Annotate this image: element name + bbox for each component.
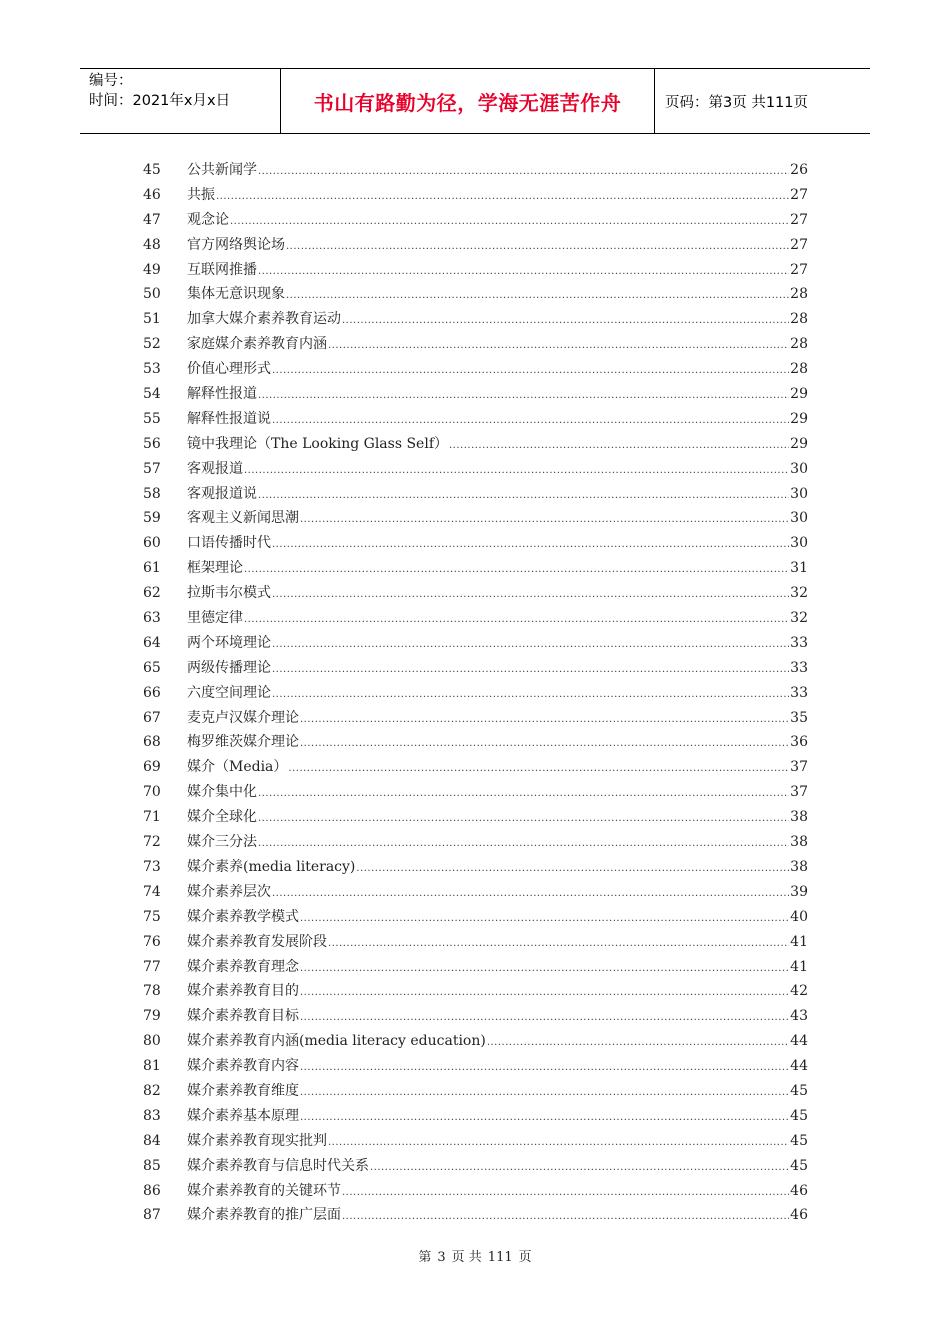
toc-entry-title: 媒介（Media）: [187, 759, 288, 776]
toc-leader-dots: [258, 832, 789, 857]
toc-leader-dots: [300, 732, 789, 757]
toc-entry-page: 26: [790, 162, 808, 178]
toc-entry-title: 客观主义新闻思潮: [187, 510, 299, 527]
toc-entry-number: 52: [143, 336, 161, 353]
toc-entry-page: 32: [790, 610, 808, 627]
toc-entry-title: 观念论: [187, 211, 229, 228]
toc-entry-number: 54: [143, 386, 161, 403]
toc-entry-number: 82: [143, 1082, 161, 1099]
toc-entry-number: 75: [143, 908, 161, 925]
toc-entry-number: 87: [143, 1207, 161, 1224]
toc-entry-page: 33: [790, 659, 808, 676]
toc-entry-page: 43: [790, 1008, 808, 1025]
toc-leader-dots: [328, 1131, 789, 1156]
toc-entry[interactable]: [143, 183, 808, 208]
toc-entry[interactable]: [143, 805, 808, 830]
toc-entry-title: 媒介素养教育内涵(media literacy education): [187, 1033, 486, 1050]
toc-entry-number: 67: [143, 709, 161, 726]
toc-leader-dots: [272, 533, 789, 558]
toc-entry-page: 38: [790, 858, 808, 875]
toc-entry-page: 41: [790, 933, 808, 950]
toc-entry-page: 46: [790, 1182, 808, 1199]
toc-entry-page: 33: [790, 634, 808, 651]
toc-entry[interactable]: [143, 880, 808, 905]
toc-entry-page: 27: [790, 186, 808, 203]
toc-entry[interactable]: [143, 1203, 808, 1228]
toc-entry-number: 58: [143, 485, 161, 502]
toc-entry-title: 媒介素养层次: [187, 883, 271, 900]
header-page-info: 页码：第3页 共111页: [665, 94, 809, 111]
toc-entry[interactable]: [143, 706, 808, 731]
toc-leader-dots: [258, 782, 789, 807]
toc-entry[interactable]: [143, 905, 808, 930]
toc-entry-title: 公共新闻学: [187, 162, 257, 178]
toc-entry[interactable]: [143, 432, 808, 457]
header-meta: [80, 69, 281, 133]
toc-entry-title: 媒介素养教育维度: [187, 1082, 299, 1099]
toc-entry-page: 36: [790, 734, 808, 751]
toc-entry-page: 45: [790, 1132, 808, 1149]
toc-entry[interactable]: [143, 1079, 808, 1104]
toc-entry-title: 媒介全球化: [187, 809, 257, 826]
toc-leader-dots: [216, 185, 789, 210]
toc-entry-number: 59: [143, 510, 161, 527]
toc-entry-title: 媒介素养教学模式: [187, 908, 299, 925]
toc-entry-page: 38: [790, 834, 808, 851]
toc-entry-title: 加拿大媒介素养教育运动: [187, 311, 341, 328]
toc-entry[interactable]: [143, 730, 808, 755]
toc-entry[interactable]: [143, 780, 808, 805]
toc-leader-dots: [487, 1031, 789, 1056]
toc-entry-page: 38: [790, 809, 808, 826]
toc-entry-title: 媒介素养教育理念: [187, 958, 299, 975]
toc-entry-number: 70: [143, 784, 161, 801]
toc-entry-title: 媒介素养(media literacy): [187, 858, 356, 875]
toc-leader-dots: [258, 160, 789, 185]
toc-entry-number: 55: [143, 410, 161, 427]
toc-leader-dots: [272, 658, 789, 683]
toc-entry-page: 37: [790, 784, 808, 801]
toc-entry-number: 45: [143, 162, 161, 178]
toc-entry-page: 32: [790, 585, 808, 602]
time-label: 时间：2021年x月x日: [89, 93, 231, 109]
toc-entry[interactable]: [143, 1054, 808, 1079]
toc-entry-page: 31: [790, 560, 808, 577]
toc-entry-page: 37: [790, 759, 808, 776]
toc-entry-page: 29: [790, 386, 808, 403]
toc-entry-title: 媒介素养教育的推广层面: [187, 1207, 341, 1224]
toc-entry-number: 49: [143, 261, 161, 278]
toc-entry[interactable]: [143, 955, 808, 980]
toc-entry-number: 65: [143, 659, 161, 676]
toc-entry-number: 62: [143, 585, 161, 602]
toc-leader-dots: [258, 384, 789, 409]
toc-leader-dots: [272, 882, 789, 907]
toc-entry[interactable]: [143, 158, 808, 183]
toc-entry-page: 28: [790, 361, 808, 378]
toc-entry[interactable]: [143, 556, 808, 581]
toc-entry-page: 28: [790, 286, 808, 303]
toc-entry-title: 共振: [187, 186, 215, 203]
toc-entry-number: 57: [143, 460, 161, 477]
toc-entry-page: 41: [790, 958, 808, 975]
toc-entry-title: 框架理论: [187, 560, 243, 577]
toc-leader-dots: [300, 957, 789, 982]
toc-entry-title: 媒介素养教育目标: [187, 1008, 299, 1025]
toc-entry-page: 35: [790, 709, 808, 726]
toc-entry[interactable]: [143, 282, 808, 307]
toc-entry-title: 口语传播时代: [187, 535, 271, 552]
toc-entry-title: 拉斯韦尔模式: [187, 585, 271, 602]
toc-leader-dots: [300, 981, 789, 1006]
toc-entry-title: 集体无意识现象: [187, 286, 285, 303]
toc-leader-dots: [286, 284, 789, 309]
toc-entry[interactable]: [143, 1004, 808, 1029]
toc-entry-number: 83: [143, 1107, 161, 1124]
toc-leader-dots: [230, 210, 789, 235]
toc-entry[interactable]: [143, 1154, 808, 1179]
toc-entry-title: 梅罗维茨媒介理论: [187, 734, 299, 751]
toc-entry-page: 39: [790, 883, 808, 900]
footer-middle: 页 共: [451, 1250, 482, 1265]
toc-entry-number: 72: [143, 834, 161, 851]
toc-entry-page: 46: [790, 1207, 808, 1224]
header-motto: 书山有路勤为径，学海无涯苦作舟: [281, 69, 655, 133]
toc-leader-dots: [272, 583, 789, 608]
toc-entry-page: 29: [790, 435, 808, 452]
toc-entry[interactable]: [143, 208, 808, 233]
toc-entry-number: 86: [143, 1182, 161, 1199]
toc-entry-title: 麦克卢汉媒介理论: [187, 709, 299, 726]
toc-entry-page: 40: [790, 908, 808, 925]
toc-entry[interactable]: [143, 606, 808, 631]
toc-leader-dots: [300, 508, 789, 533]
toc-entry-number: 84: [143, 1132, 161, 1149]
toc-entry-title: 镜中我理论（The Looking Glass Self）: [187, 435, 448, 452]
toc-entry-number: 50: [143, 286, 161, 303]
toc-leader-dots: [272, 633, 789, 658]
toc-entry-number: 74: [143, 883, 161, 900]
footer-suffix: 页: [518, 1250, 532, 1265]
toc-entry-page: 30: [790, 485, 808, 502]
toc-leader-dots: [356, 857, 789, 882]
toc-entry-number: 68: [143, 734, 161, 751]
toc-entry-page: 28: [790, 336, 808, 353]
toc-entry-number: 60: [143, 535, 161, 552]
toc-entry-page: 33: [790, 684, 808, 701]
toc-entry[interactable]: [143, 979, 808, 1004]
toc-entry-page: 44: [790, 1033, 808, 1050]
toc-entry-page: 29: [790, 410, 808, 427]
toc-entry-title: 里德定律: [187, 610, 243, 627]
toc-entry-title: 媒介素养教育的关键环节: [187, 1182, 341, 1199]
toc-leader-dots: [342, 1205, 789, 1230]
toc-entry[interactable]: [143, 482, 808, 507]
toc-entry-number: 73: [143, 858, 161, 875]
toc-entry-number: 81: [143, 1058, 161, 1075]
toc-entry-page: 45: [790, 1157, 808, 1174]
toc-entry-page: 30: [790, 535, 808, 552]
toc-entry-page: 44: [790, 1058, 808, 1075]
toc-entry[interactable]: [143, 258, 808, 283]
footer-total-pages: 111: [487, 1250, 513, 1265]
toc-leader-dots: [258, 484, 789, 509]
toc-entry[interactable]: [143, 307, 808, 332]
toc-leader-dots: [258, 807, 789, 832]
page-header: [80, 68, 870, 134]
toc-entry-title: 媒介素养教育与信息时代关系: [187, 1157, 369, 1174]
toc-entry-number: 71: [143, 809, 161, 826]
toc-entry-number: 79: [143, 1008, 161, 1025]
toc-leader-dots: [286, 235, 789, 260]
toc-entry-title: 媒介素养教育发展阶段: [187, 933, 327, 950]
toc-entry[interactable]: [143, 407, 808, 432]
toc-entry-number: 61: [143, 560, 161, 577]
toc-entry-number: 76: [143, 933, 161, 950]
toc-leader-dots: [370, 1156, 789, 1181]
toc-entry-number: 64: [143, 634, 161, 651]
toc-entry-number: 46: [143, 186, 161, 203]
toc-leader-dots: [328, 334, 789, 359]
toc-entry-title: 官方网络舆论场: [187, 236, 285, 253]
toc-entry-title: 解释性报道: [187, 386, 257, 403]
toc-entry[interactable]: [143, 1179, 808, 1204]
toc-entry-number: 66: [143, 684, 161, 701]
toc-entry-title: 媒介素养教育现实批判: [187, 1132, 327, 1149]
toc-entry-title: 两级传播理论: [187, 659, 271, 676]
toc-entry[interactable]: [143, 855, 808, 880]
toc-entry-title: 客观报道: [187, 460, 243, 477]
toc-leader-dots: [342, 309, 789, 334]
toc-entry-page: 27: [790, 261, 808, 278]
toc-entry[interactable]: [143, 233, 808, 258]
toc-entry-number: 63: [143, 610, 161, 627]
toc-entry-title: 家庭媒介素养教育内涵: [187, 336, 327, 353]
toc-entry-page: 45: [790, 1107, 808, 1124]
toc-entry[interactable]: [143, 1104, 808, 1129]
serial-label: 编号：: [89, 73, 133, 89]
toc-entry[interactable]: [143, 755, 808, 780]
toc-entry-title: 价值心理形式: [187, 361, 271, 378]
toc-entry-page: 42: [790, 983, 808, 1000]
toc-entry-title: 媒介集中化: [187, 784, 257, 801]
toc-entry[interactable]: [143, 681, 808, 706]
toc-entry-number: 80: [143, 1033, 161, 1050]
toc-entry-title: 客观报道说: [187, 485, 257, 502]
toc-entry-page: 30: [790, 460, 808, 477]
toc-entry[interactable]: [143, 382, 808, 407]
toc-leader-dots: [328, 932, 789, 957]
toc-entry[interactable]: [143, 1129, 808, 1154]
toc-entry[interactable]: [143, 631, 808, 656]
toc-entry[interactable]: [143, 357, 808, 382]
toc-entry-title: 媒介素养教育目的: [187, 983, 299, 1000]
toc-entry[interactable]: [143, 332, 808, 357]
toc-entry[interactable]: [143, 531, 808, 556]
toc-entry-number: 48: [143, 236, 161, 253]
toc-entry-title: 六度空间理论: [187, 684, 271, 701]
toc-leader-dots: [272, 409, 789, 434]
toc-entry-number: 51: [143, 311, 161, 328]
toc-entry-title: 媒介素养教育内容: [187, 1058, 299, 1075]
toc-leader-dots: [258, 260, 789, 285]
toc-entry-title: 媒介素养基本原理: [187, 1107, 299, 1124]
toc-entry-page: 28: [790, 311, 808, 328]
toc-entry[interactable]: [143, 457, 808, 482]
toc-entry-number: 77: [143, 958, 161, 975]
toc-leader-dots: [288, 757, 789, 782]
toc-leader-dots: [244, 459, 789, 484]
toc-entry-page: 27: [790, 211, 808, 228]
toc-entry-number: 78: [143, 983, 161, 1000]
toc-entry[interactable]: [143, 581, 808, 606]
toc-entry[interactable]: [143, 656, 808, 681]
toc-entry-number: 85: [143, 1157, 161, 1174]
toc-leader-dots: [272, 683, 789, 708]
toc-entry-page: 30: [790, 510, 808, 527]
toc-leader-dots: [342, 1181, 789, 1206]
toc-entry-page: 27: [790, 236, 808, 253]
toc-leader-dots: [449, 434, 789, 459]
toc-entry-title: 媒介三分法: [187, 834, 257, 851]
toc-entry[interactable]: [143, 506, 808, 531]
toc-entry[interactable]: [143, 1029, 808, 1054]
toc-entry-title: 两个环境理论: [187, 634, 271, 651]
toc-entry-number: 53: [143, 361, 161, 378]
toc-leader-dots: [300, 907, 789, 932]
toc-entry-number: 47: [143, 211, 161, 228]
toc-leader-dots: [300, 1056, 789, 1081]
toc-leader-dots: [300, 1006, 789, 1031]
toc-leader-dots: [244, 558, 789, 583]
toc-entry-number: 69: [143, 759, 161, 776]
toc-leader-dots: [300, 708, 789, 733]
toc-entry-title: 解释性报道说: [187, 410, 271, 427]
toc-entry-number: 56: [143, 435, 161, 452]
toc-entry-title: 互联网推播: [187, 261, 257, 278]
toc-leader-dots: [300, 1081, 789, 1106]
toc-entry[interactable]: [143, 830, 808, 855]
toc-entry[interactable]: [143, 930, 808, 955]
table-of-contents: [143, 158, 808, 1228]
toc-leader-dots: [272, 359, 789, 384]
page-footer: [0, 1246, 950, 1265]
footer-prefix: 第: [418, 1250, 432, 1265]
toc-leader-dots: [244, 608, 789, 633]
toc-leader-dots: [300, 1106, 789, 1131]
toc-entry-page: 45: [790, 1082, 808, 1099]
footer-current-page: 3: [437, 1250, 446, 1265]
